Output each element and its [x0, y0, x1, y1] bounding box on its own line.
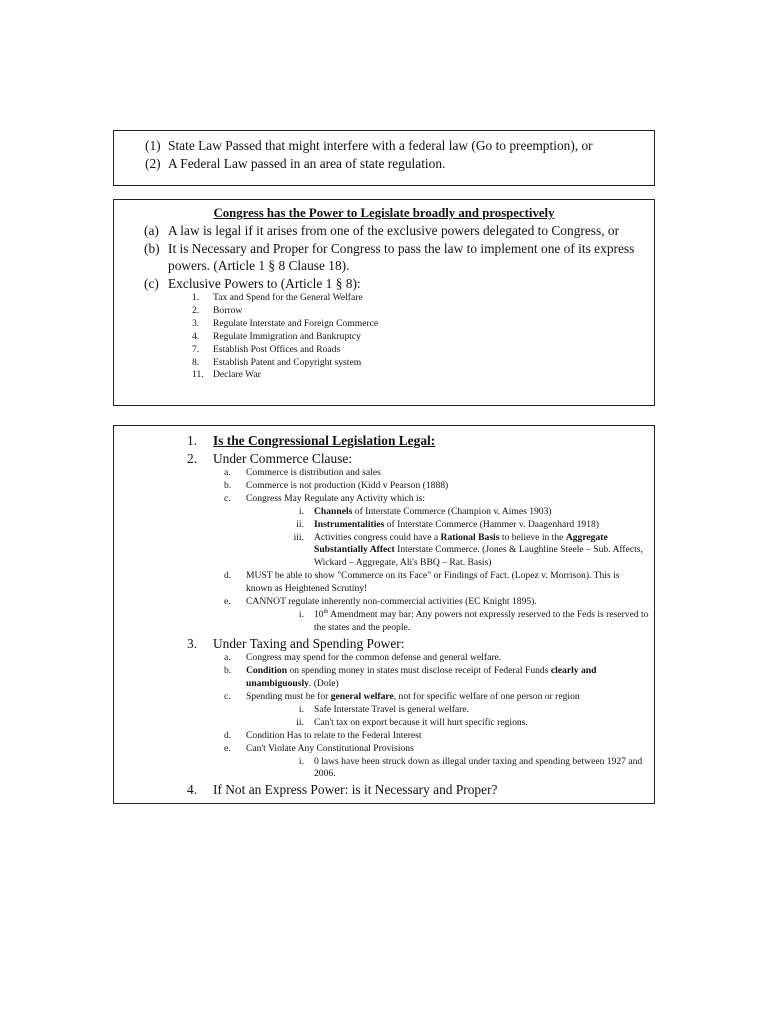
- outline-subsubitem: [278, 717, 654, 730]
- item-marker: e.: [224, 742, 231, 754]
- item-marker: i.: [298, 505, 304, 517]
- list-item: [192, 318, 654, 331]
- item-marker: c.: [224, 691, 231, 702]
- bold-term: Aggregate Substantially Affect: [314, 531, 608, 556]
- text-run: Amendment may bar: Any powers not expressly reserved to the Feds is reserved to the states and the people.: [314, 608, 649, 633]
- bold-term: clearly and unambiguously: [246, 665, 597, 690]
- outline-subsubitem: [278, 506, 654, 519]
- item-marker: (a): [144, 223, 159, 238]
- outline-subsubitem: [278, 519, 654, 532]
- list-item: [144, 222, 654, 240]
- item-text: Under Taxing and Spending Power:: [213, 635, 405, 651]
- item-text: Can't Violate Any Constitutional Provisions: [246, 742, 414, 754]
- scenario-item: [145, 155, 654, 173]
- item-marker: i.: [298, 703, 304, 715]
- item-marker: (2): [145, 155, 161, 171]
- item-marker: 2.: [187, 450, 198, 466]
- item-text: Exclusive Powers to (Article 1 § 8):: [168, 275, 361, 291]
- item-text: A Federal Law passed in an area of state regulation.: [168, 155, 446, 171]
- item-text: [246, 691, 646, 704]
- list-item: [192, 369, 654, 382]
- outline-subitem: [224, 743, 654, 756]
- item-marker: 1.: [187, 433, 198, 448]
- item-text: It is Necessary and Proper for Congress to pass the law to implement one of its express powers. (Article 1 § 8 Clause 18).: [168, 240, 635, 273]
- outline-subsubitem: [278, 756, 654, 782]
- outline-item: [187, 781, 654, 799]
- text-run: of Interstate Commerce (Hammer v. Daagenhard 1918): [384, 518, 599, 530]
- legality-outline-box: [113, 425, 655, 804]
- item-marker: 4.: [192, 330, 200, 342]
- item-text: Commerce is distribution and sales: [246, 467, 381, 478]
- item-marker: 8.: [192, 356, 200, 368]
- item-text: CANNOT regulate inherently non-commercial activities (EC Knight 1895).: [246, 596, 537, 608]
- list-item: [144, 275, 654, 293]
- item-marker: 1.: [192, 292, 200, 303]
- item-marker: 11.: [192, 369, 204, 381]
- outline-subitem: [224, 652, 654, 665]
- item-text: Congress May Regulate any Activity which is:: [246, 492, 426, 504]
- item-text: 0 laws have been struck down as illegal under taxing and spending between 1927 and 2006.: [314, 755, 643, 780]
- item-marker: a.: [224, 652, 231, 664]
- item-text: If Not an Express Power: is it Necessary and Proper?: [213, 782, 498, 798]
- scenario-item: [145, 137, 654, 155]
- text-run: to believe in the: [499, 531, 566, 543]
- item-marker: 3.: [187, 635, 198, 651]
- text-run: Spending must be for: [246, 691, 331, 702]
- item-marker: (1): [145, 138, 161, 153]
- bold-term: Instrumentalities: [314, 518, 385, 530]
- bold-term: Condition: [246, 665, 288, 677]
- item-text: Safe Interstate Travel is general welfare.: [314, 703, 470, 715]
- item-marker: b.: [224, 665, 232, 677]
- outline-subitem: [224, 730, 654, 743]
- item-marker: 7.: [192, 343, 200, 355]
- item-text: Regulate Interstate and Foreign Commerce: [213, 317, 379, 329]
- outline-subsubitem: [278, 609, 654, 635]
- outline-subitem: [224, 570, 654, 596]
- item-text: A law is legal if it arises from one of the exclusive powers delegated to Congress, or: [168, 223, 620, 238]
- item-marker: i.: [298, 755, 304, 767]
- item-text: Establish Post Offices and Roads: [213, 343, 341, 355]
- item-marker: (b): [144, 240, 160, 256]
- item-text: Congress may spend for the common defense and general welfare.: [246, 652, 502, 664]
- item-marker: d.: [224, 729, 232, 741]
- item-text: [314, 532, 654, 571]
- outline-subsubitem: [278, 704, 654, 717]
- item-marker: 2.: [192, 304, 200, 316]
- list-item: [144, 240, 654, 275]
- outline-heading: Is the Congressional Legislation Legal:: [213, 433, 436, 448]
- text-run: Activities congress could have a: [314, 531, 441, 543]
- item-marker: b.: [224, 479, 232, 491]
- list-item: [192, 344, 654, 357]
- item-marker: ii.: [296, 518, 304, 530]
- item-text: Regulate Immigration and Bankruptcy: [213, 330, 361, 342]
- item-text: Establish Patent and Copyright system: [213, 356, 362, 368]
- item-marker: 3.: [192, 317, 200, 329]
- outline-item: [187, 635, 654, 653]
- item-marker: i.: [298, 608, 304, 620]
- item-marker: ii.: [296, 716, 304, 728]
- scenario-box: [113, 130, 655, 186]
- text-run: . (Dole): [308, 678, 339, 690]
- bold-term: Rational Basis: [440, 531, 500, 543]
- text-run: 10: [314, 608, 324, 620]
- item-text: MUST be able to show "Commerce on its Face" or Findings of Fact. (Lopez v. Morrison). This is known as Heightened Scrutiny!: [246, 570, 620, 595]
- item-marker: a.: [224, 467, 231, 478]
- outline-subitem: [224, 596, 654, 609]
- item-marker: d.: [224, 570, 232, 582]
- list-item: [192, 305, 654, 318]
- outline-subitem: [224, 480, 654, 493]
- item-text: [314, 519, 654, 532]
- outline-subitem: [224, 691, 654, 704]
- text-run: Interstate Commerce. (Jones & Laughline Steele – Sub. Affects, Wickard – Aggregate, Ali's BBQ – Rat. Basis): [314, 544, 643, 569]
- item-marker: e.: [224, 596, 231, 608]
- item-text: Tax and Spend for the General Welfare: [213, 292, 363, 303]
- superscript: th: [323, 608, 329, 615]
- outline-subitem: [224, 493, 654, 506]
- item-text: Borrow: [213, 304, 243, 316]
- text-run: , not for specific welfare of one person or region: [393, 691, 580, 702]
- item-text: [314, 609, 654, 635]
- item-text: [314, 506, 654, 519]
- text-run: of Interstate Commerce (Champion v. Aimes 1903): [352, 505, 552, 517]
- item-text: Condition Has to relate to the Federal Interest: [246, 729, 422, 741]
- outline-subitem: [224, 665, 654, 691]
- outline-item: [187, 450, 654, 468]
- bold-term: general welfare: [330, 691, 394, 702]
- item-text: Declare War: [213, 369, 261, 381]
- outline-item: [187, 432, 654, 450]
- item-marker: 4.: [187, 782, 198, 798]
- list-item: [192, 357, 654, 370]
- congress-power-box: [113, 199, 655, 406]
- bold-term: Channels: [314, 505, 353, 517]
- item-marker: (c): [144, 275, 159, 291]
- text-run: on spending money in states must disclose receipt of Federal Funds: [287, 665, 551, 677]
- item-marker: iii.: [293, 531, 304, 543]
- list-item: [192, 331, 654, 344]
- list-item: [192, 292, 654, 305]
- outline-subsubitem: [278, 532, 654, 571]
- outline-subitem: [224, 467, 654, 480]
- item-text: State Law Passed that might interfere with a federal law (Go to preemption), or: [168, 138, 593, 153]
- item-text: Commerce is not production (Kidd v Pearson (1888): [246, 479, 449, 491]
- item-text: [246, 665, 646, 691]
- section-heading: Congress has the Power to Legislate broadly and prospectively: [213, 206, 555, 220]
- item-text: Can't tax on export because it will hurt specific regions.: [314, 716, 528, 728]
- item-text: Under Commerce Clause:: [213, 450, 353, 466]
- item-marker: c.: [224, 492, 231, 504]
